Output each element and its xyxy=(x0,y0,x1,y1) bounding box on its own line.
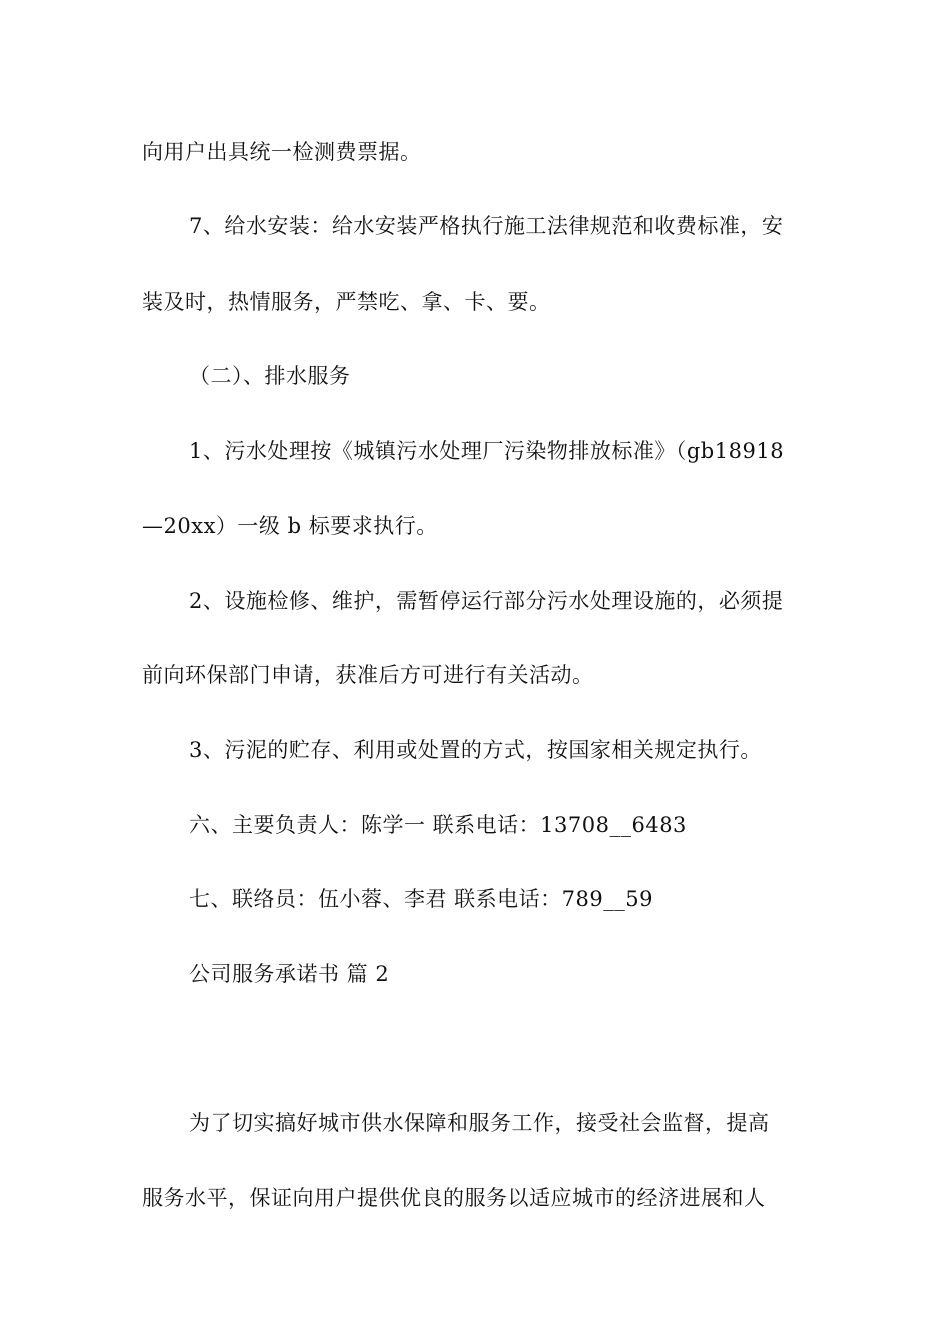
text-line: 向用户出具统一检测费票据。 xyxy=(142,140,422,164)
text-line: 2、设施检修、维护，需暂停运行部分污水处理设施的，必须提 xyxy=(189,589,784,613)
text-line: 服务水平，保证向用户提供优良的服务以适应城市的经济进展和人 xyxy=(142,1186,766,1210)
contact-line: 六、主要负责人：陈学一 联系电话：13708__6483 xyxy=(189,813,687,837)
text-line: 1、污水处理按《城镇污水处理厂污染物排放标准》（gb18918 xyxy=(189,439,785,463)
text-line: 7、给水安装：给水安装严格执行施工法律规范和收费标准，安 xyxy=(189,214,784,238)
section-heading: （二）、排水服务 xyxy=(189,364,351,388)
text-line: 3、污泥的贮存、利用或处置的方式，按国家相关规定执行。 xyxy=(189,738,762,762)
text-line: 前向环保部门申请，获准后方可进行有关活动。 xyxy=(142,663,594,687)
text-line: 为了切实搞好城市供水保障和服务工作，接受社会监督，提高 xyxy=(189,1111,770,1135)
contact-line: 七、联络员：伍小蓉、李君 联系电话：789__59 xyxy=(189,887,653,911)
section-title: 公司服务承诺书 篇 2 xyxy=(189,962,390,986)
text-line: 装及时，热情服务，严禁吃、拿、卡、要。 xyxy=(142,290,551,314)
text-line: —20xx）一级 b 标要求执行。 xyxy=(142,514,438,538)
